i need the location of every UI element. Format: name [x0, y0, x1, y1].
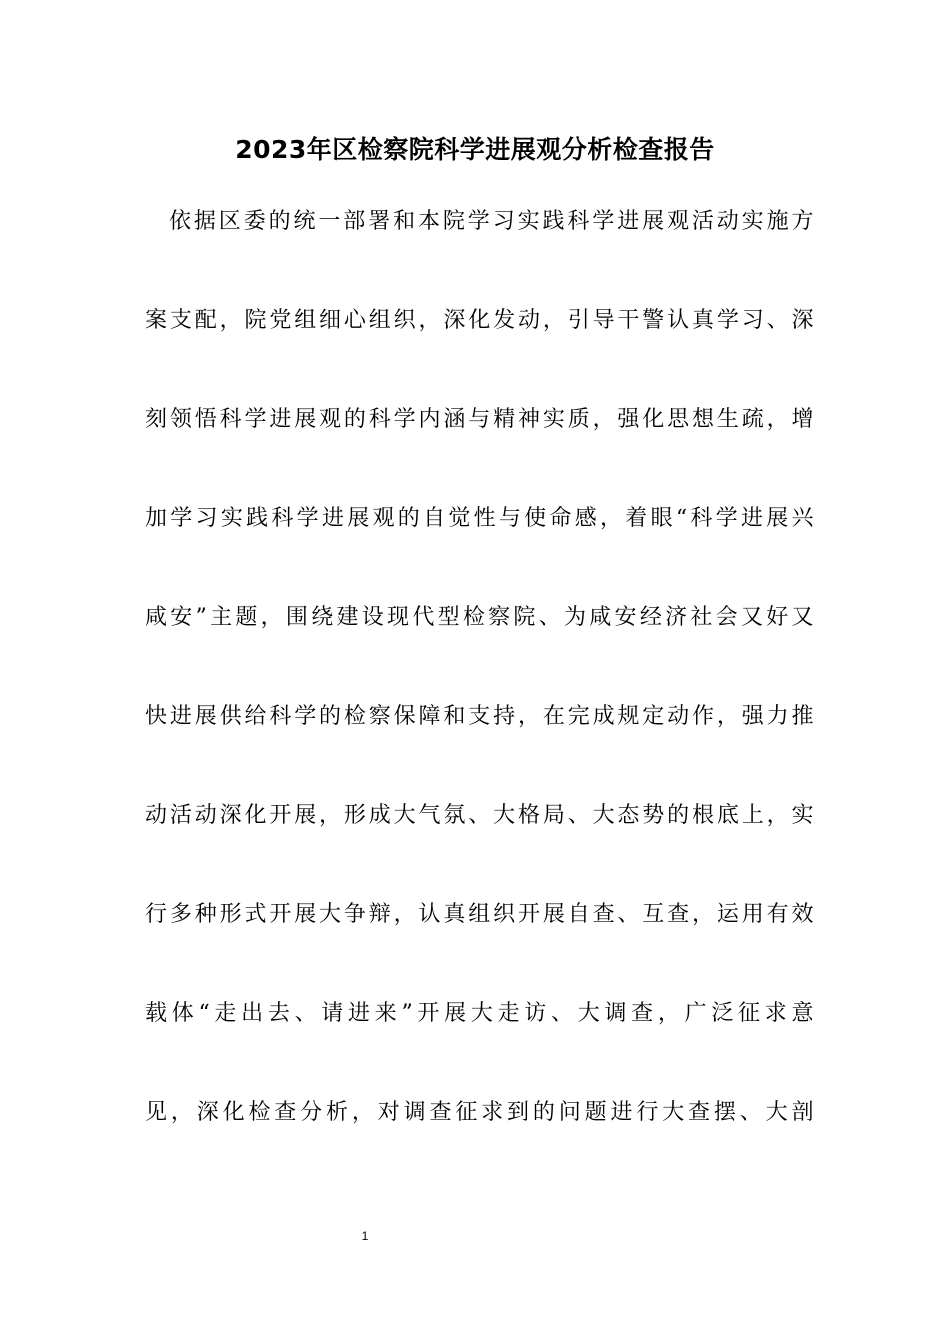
body-line-5: 咸安”主题，围绕建设现代型检察院、为咸安经济社会又好又: [145, 605, 815, 630]
body-line-8: 行多种形式开展大争辩，认真组织开展自查、互查，运用有效: [145, 902, 815, 927]
body-line-4: 加学习实践科学进展观的自觉性与使命感，着眼“科学进展兴: [145, 506, 815, 531]
body-line-1: 依据区委的统一部署和本院学习实践科学进展观活动实施方: [169, 209, 815, 234]
body-line-6: 快进展供给科学的检察保障和支持，在完成规定动作，强力推: [145, 704, 815, 729]
page-number: 1: [361, 1229, 369, 1243]
body-line-7: 动活动深化开展，形成大气氛、大格局、大态势的根底上，实: [145, 803, 815, 828]
body-line-2: 案支配，院党组细心组织，深化发动，引导干警认真学习、深: [145, 308, 815, 333]
body-line-10: 见，深化检查分析，对调查征求到的问题进行大查摆、大剖: [145, 1100, 815, 1125]
body-line-9: 载体“走出去、请进来”开展大走访、大调查，广泛征求意: [145, 1001, 815, 1026]
document-body: [145, 200, 815, 1190]
body-line-3: 刻领悟科学进展观的科学内涵与精神实质，强化思想生疏，增: [145, 407, 815, 432]
document-title: 2023年区检察院科学进展观分析检查报告: [235, 135, 715, 164]
